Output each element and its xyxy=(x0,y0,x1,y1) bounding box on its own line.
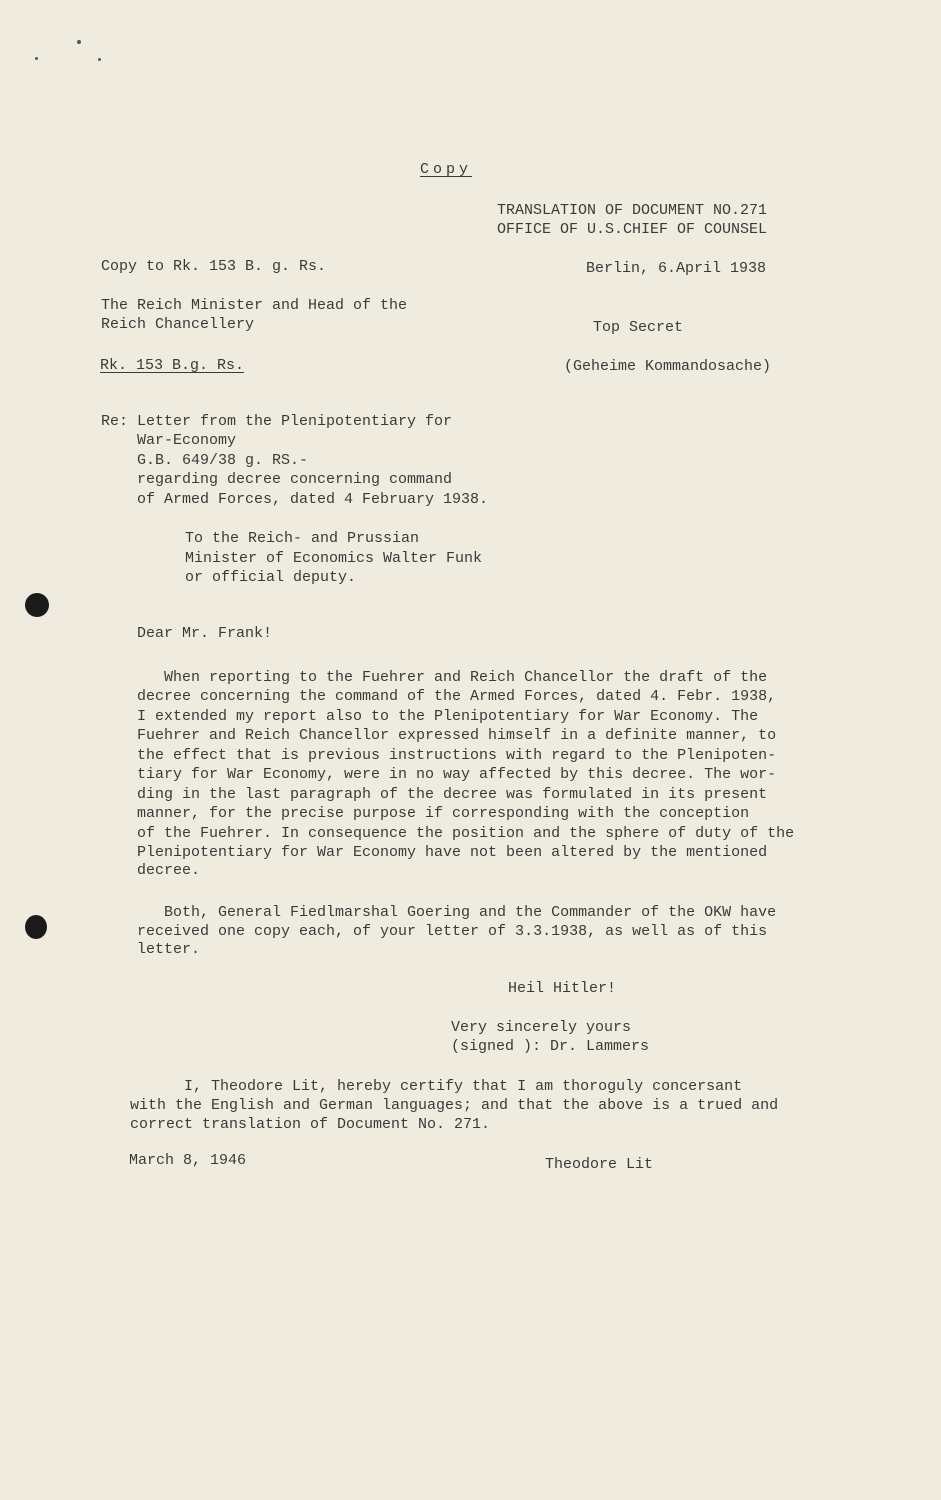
copy-to-line: Copy to Rk. 153 B. g. Rs. xyxy=(101,258,327,275)
body-line: received one copy each, of your letter of 3.3.1938, as well as of this xyxy=(137,923,768,940)
sender-line2: Reich Chancellery xyxy=(101,316,255,333)
body-line: When reporting to the Fuehrer and Reich Chancellor the draft of the xyxy=(137,669,768,686)
body-line: of the Fuehrer. In consequence the position and the sphere of duty of the xyxy=(137,825,795,842)
body-line: decree concerning the command of the Armed Forces, dated 4. Febr. 1938, xyxy=(137,688,777,705)
certification-line: I, Theodore Lit, hereby certify that I am thoroguly concersant xyxy=(130,1078,743,1095)
sender-line1: The Reich Minister and Head of the xyxy=(101,297,408,314)
translation-header-line2: OFFICE OF U.S.CHIEF OF COUNSEL xyxy=(497,221,768,238)
subject-line4: regarding decree concerning command xyxy=(101,471,453,488)
closing: Heil Hitler! xyxy=(508,980,617,997)
certification-line: correct translation of Document No. 271. xyxy=(130,1116,491,1133)
subject-line2: War-Economy xyxy=(101,432,237,449)
punch-hole-top xyxy=(25,593,49,617)
classification-german: (Geheime Kommandosache) xyxy=(564,358,772,375)
heading-copy: Copy xyxy=(420,161,473,178)
margin-speck xyxy=(77,40,81,44)
certification-date: March 8, 1946 xyxy=(129,1152,247,1169)
classification: Top Secret xyxy=(593,319,684,336)
body-line: manner, for the precise purpose if corresponding with the conception xyxy=(137,805,750,822)
sign-off-line1: Very sincerely yours xyxy=(451,1019,632,1036)
sign-off-line2: (signed ): Dr. Lammers xyxy=(451,1038,650,1055)
addressee-line1: To the Reich- and Prussian xyxy=(185,530,420,547)
translator-name: Theodore Lit xyxy=(545,1156,654,1173)
body-line: ding in the last paragraph of the decree was formulated in its present xyxy=(137,786,768,803)
body-line: the effect that is previous instructions with regard to the Plenipoten- xyxy=(137,747,777,764)
margin-speck xyxy=(35,57,38,60)
addressee-line2: Minister of Economics Walter Funk xyxy=(185,550,483,567)
body-line: letter. xyxy=(137,941,201,958)
body-line: Fuehrer and Reich Chancellor expressed himself in a definite manner, to xyxy=(137,727,777,744)
certification-line: with the English and German languages; and that the above is a trued and xyxy=(130,1097,779,1114)
subject-line5: of Armed Forces, dated 4 February 1938. xyxy=(101,491,489,508)
translation-header-line1: TRANSLATION OF DOCUMENT NO.271 xyxy=(497,202,768,219)
body-line: Both, General Fiedlmarshal Goering and the Commander of the OKW have xyxy=(137,904,777,921)
body-line: Plenipotentiary for War Economy have not been altered by the mentioned xyxy=(137,844,768,861)
body-line: I extended my report also to the Plenipotentiary for War Economy. The xyxy=(137,708,759,725)
salutation: Dear Mr. Frank! xyxy=(137,625,273,642)
reference-number: Rk. 153 B.g. Rs. xyxy=(100,357,245,374)
addressee-line3: or official deputy. xyxy=(185,569,357,586)
body-line: decree. xyxy=(137,862,201,879)
place-date: Berlin, 6.April 1938 xyxy=(586,260,767,277)
subject-line1: Re: Letter from the Plenipotentiary for xyxy=(101,413,453,430)
body-line: tiary for War Economy, were in no way affected by this decree. The wor- xyxy=(137,766,777,783)
margin-speck xyxy=(98,58,101,61)
subject-line3: G.B. 649/38 g. RS.- xyxy=(101,452,309,469)
punch-hole-bottom xyxy=(25,915,47,939)
